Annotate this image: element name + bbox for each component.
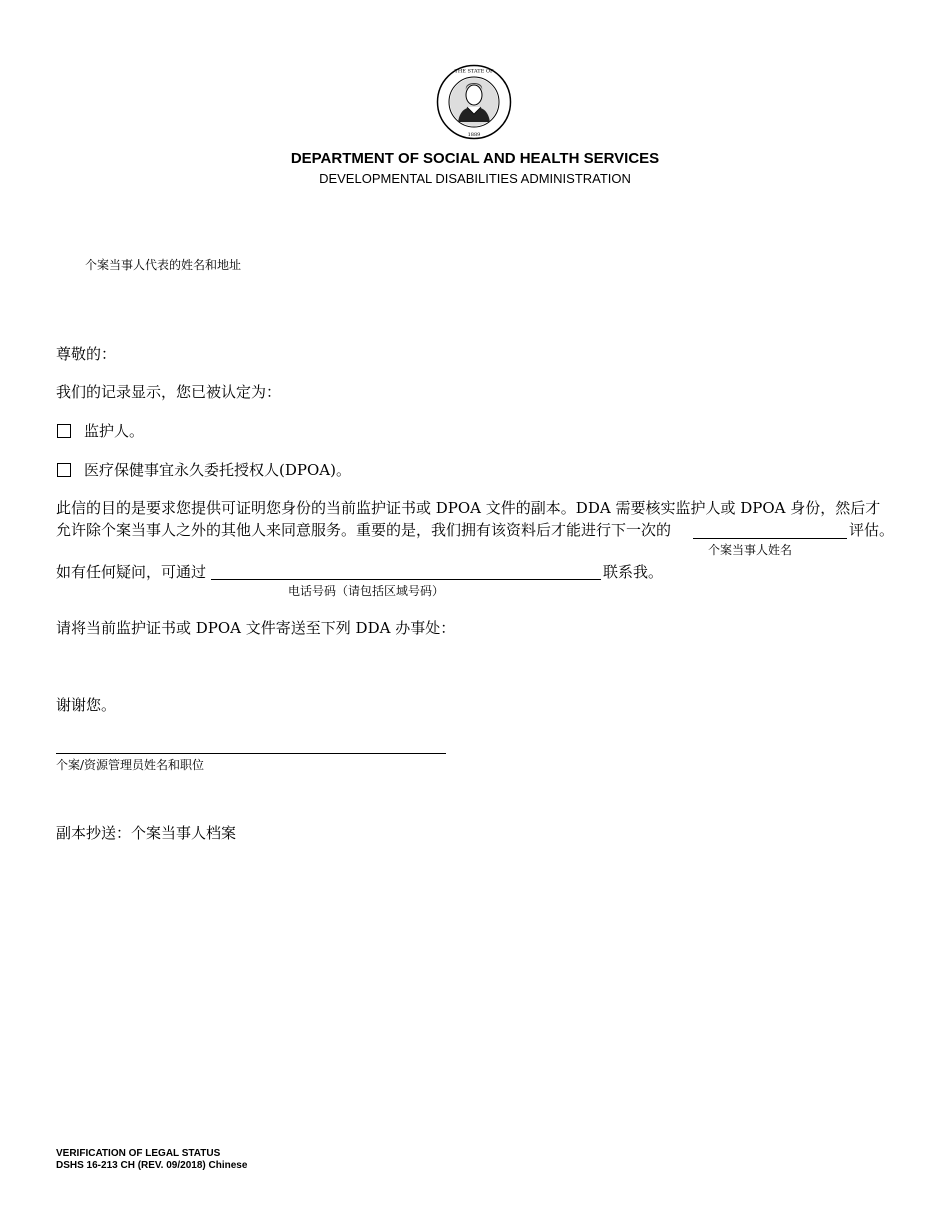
washington-state-seal xyxy=(436,64,512,140)
paragraph-line-2: 允许除个案当事人之外的其他人来同意服务。重要的是，我们拥有该资料后才能进行下一次的 xyxy=(56,521,672,539)
paragraph-line-2-end: 评估。 xyxy=(849,521,895,539)
svg-text:THE STATE OF: THE STATE OF xyxy=(454,68,494,75)
dpoa-checkbox[interactable] xyxy=(57,463,71,477)
footer-form-id: DSHS 16-213 CH (REV. 09/2018) Chinese xyxy=(56,1160,248,1171)
cc-line: 副本抄送：个案当事人档案 xyxy=(56,824,237,842)
send-instruction: 请将当前监护证书或 DPOA 文件寄送至下列 DDA 办事处： xyxy=(56,619,456,637)
address-block-label: 个案当事人代表的姓名和地址 xyxy=(85,258,242,272)
salutation: 尊敬的： xyxy=(56,345,117,363)
guardian-option-label: 监护人。 xyxy=(84,422,145,440)
client-name-line[interactable] xyxy=(693,538,847,539)
phone-number-line[interactable] xyxy=(211,579,601,580)
dpoa-option-label: 医疗保健事宜永久委托授权人(DPOA)。 xyxy=(84,461,351,479)
thanks-text: 谢谢您。 xyxy=(56,696,117,714)
footer-title: VERIFICATION OF LEGAL STATUS xyxy=(56,1148,221,1159)
contact-text-start: 如有任何疑问，可通过 xyxy=(56,563,207,581)
contact-text-end: 联系我。 xyxy=(603,563,664,581)
department-title: DEPARTMENT OF SOCIAL AND HEALTH SERVICES xyxy=(290,150,660,167)
guardian-checkbox[interactable] xyxy=(57,424,71,438)
signature-caption: 个案/资源管理员姓名和职位 xyxy=(56,758,205,772)
phone-caption: 电话号码（请包括区域号码） xyxy=(288,584,445,598)
administration-subtitle: DEVELOPMENTAL DISABILITIES ADMINISTRATION xyxy=(319,171,631,186)
client-name-caption: 个案当事人姓名 xyxy=(708,543,793,557)
signature-line[interactable] xyxy=(56,753,446,754)
intro-text: 我们的记录显示，您已被认定为： xyxy=(56,383,282,401)
svg-text:1889: 1889 xyxy=(467,132,481,138)
paragraph-line-1: 此信的目的是要求您提供可证明您身份的当前监护证书或 DPOA 文件的副本。DDA 需要核实监护人或 DPOA 身份，然后才 xyxy=(56,499,881,517)
